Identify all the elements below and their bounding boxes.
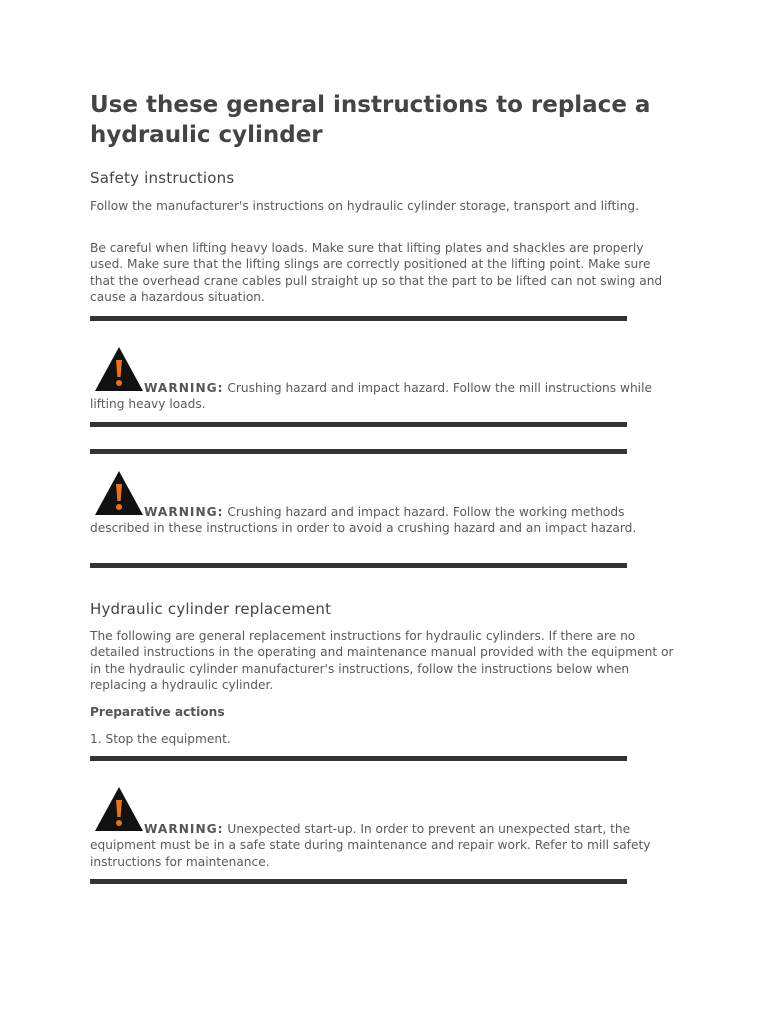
safety-paragraph-2: Be careful when lifting heavy loads. Make sure that lifting plates and shackles are properly used. Make sure that the lifting slings are correctly positioned at the lifting point. Make sure that the overhead crane cables pull straight up so that the part to be lifted can not swing and cause a hazardous situation. bbox=[90, 241, 663, 305]
divider-rule bbox=[90, 449, 627, 454]
preparative-actions-subheading: Preparative actions bbox=[90, 705, 225, 719]
safety-paragraph-1: Follow the manufacturer's instructions on hydraulic cylinder storage, transport and lifting. bbox=[90, 199, 639, 213]
divider-rule bbox=[90, 756, 627, 761]
warning-text-3 bbox=[90, 821, 678, 870]
warning-message: Crushing hazard and impact hazard. Follow the working methods described in these instructions in order to avoid a crushing hazard and an impact hazard. bbox=[90, 505, 637, 536]
page-title: Use these general instructions to replace a hydraulic cylinder bbox=[90, 92, 651, 148]
warning-label: WARNING: bbox=[144, 822, 224, 836]
replacement-paragraph: The following are general replacement instructions for hydraulic cylinders. If there are no detailed instructions in the operating and maintenance manual provided with the equipment or in the hydraulic cylinder manufacturer's instructions, follow the instructions below when replacing a hydraulic cylinder. bbox=[90, 629, 674, 693]
step-1: 1. Stop the equipment. bbox=[90, 732, 231, 746]
warning-text-1 bbox=[90, 380, 678, 413]
warning-label: WARNING: bbox=[144, 381, 224, 395]
safety-instructions-heading: Safety instructions bbox=[90, 169, 235, 187]
divider-rule bbox=[90, 316, 627, 321]
warning-message: Crushing hazard and impact hazard. Follow the mill instructions while lifting heavy loads. bbox=[90, 381, 652, 412]
hydraulic-cylinder-replacement-heading: Hydraulic cylinder replacement bbox=[90, 600, 332, 618]
divider-rule bbox=[90, 879, 627, 884]
divider-rule bbox=[90, 563, 627, 568]
warning-text-2 bbox=[90, 504, 678, 537]
divider-rule bbox=[90, 422, 627, 427]
warning-label: WARNING: bbox=[144, 505, 224, 519]
warning-message: Unexpected start-up. In order to prevent an unexpected start, the equipment must be in a safe state during maintenance and repair work. Refer to mill safety instructions for maintenance. bbox=[90, 822, 651, 869]
